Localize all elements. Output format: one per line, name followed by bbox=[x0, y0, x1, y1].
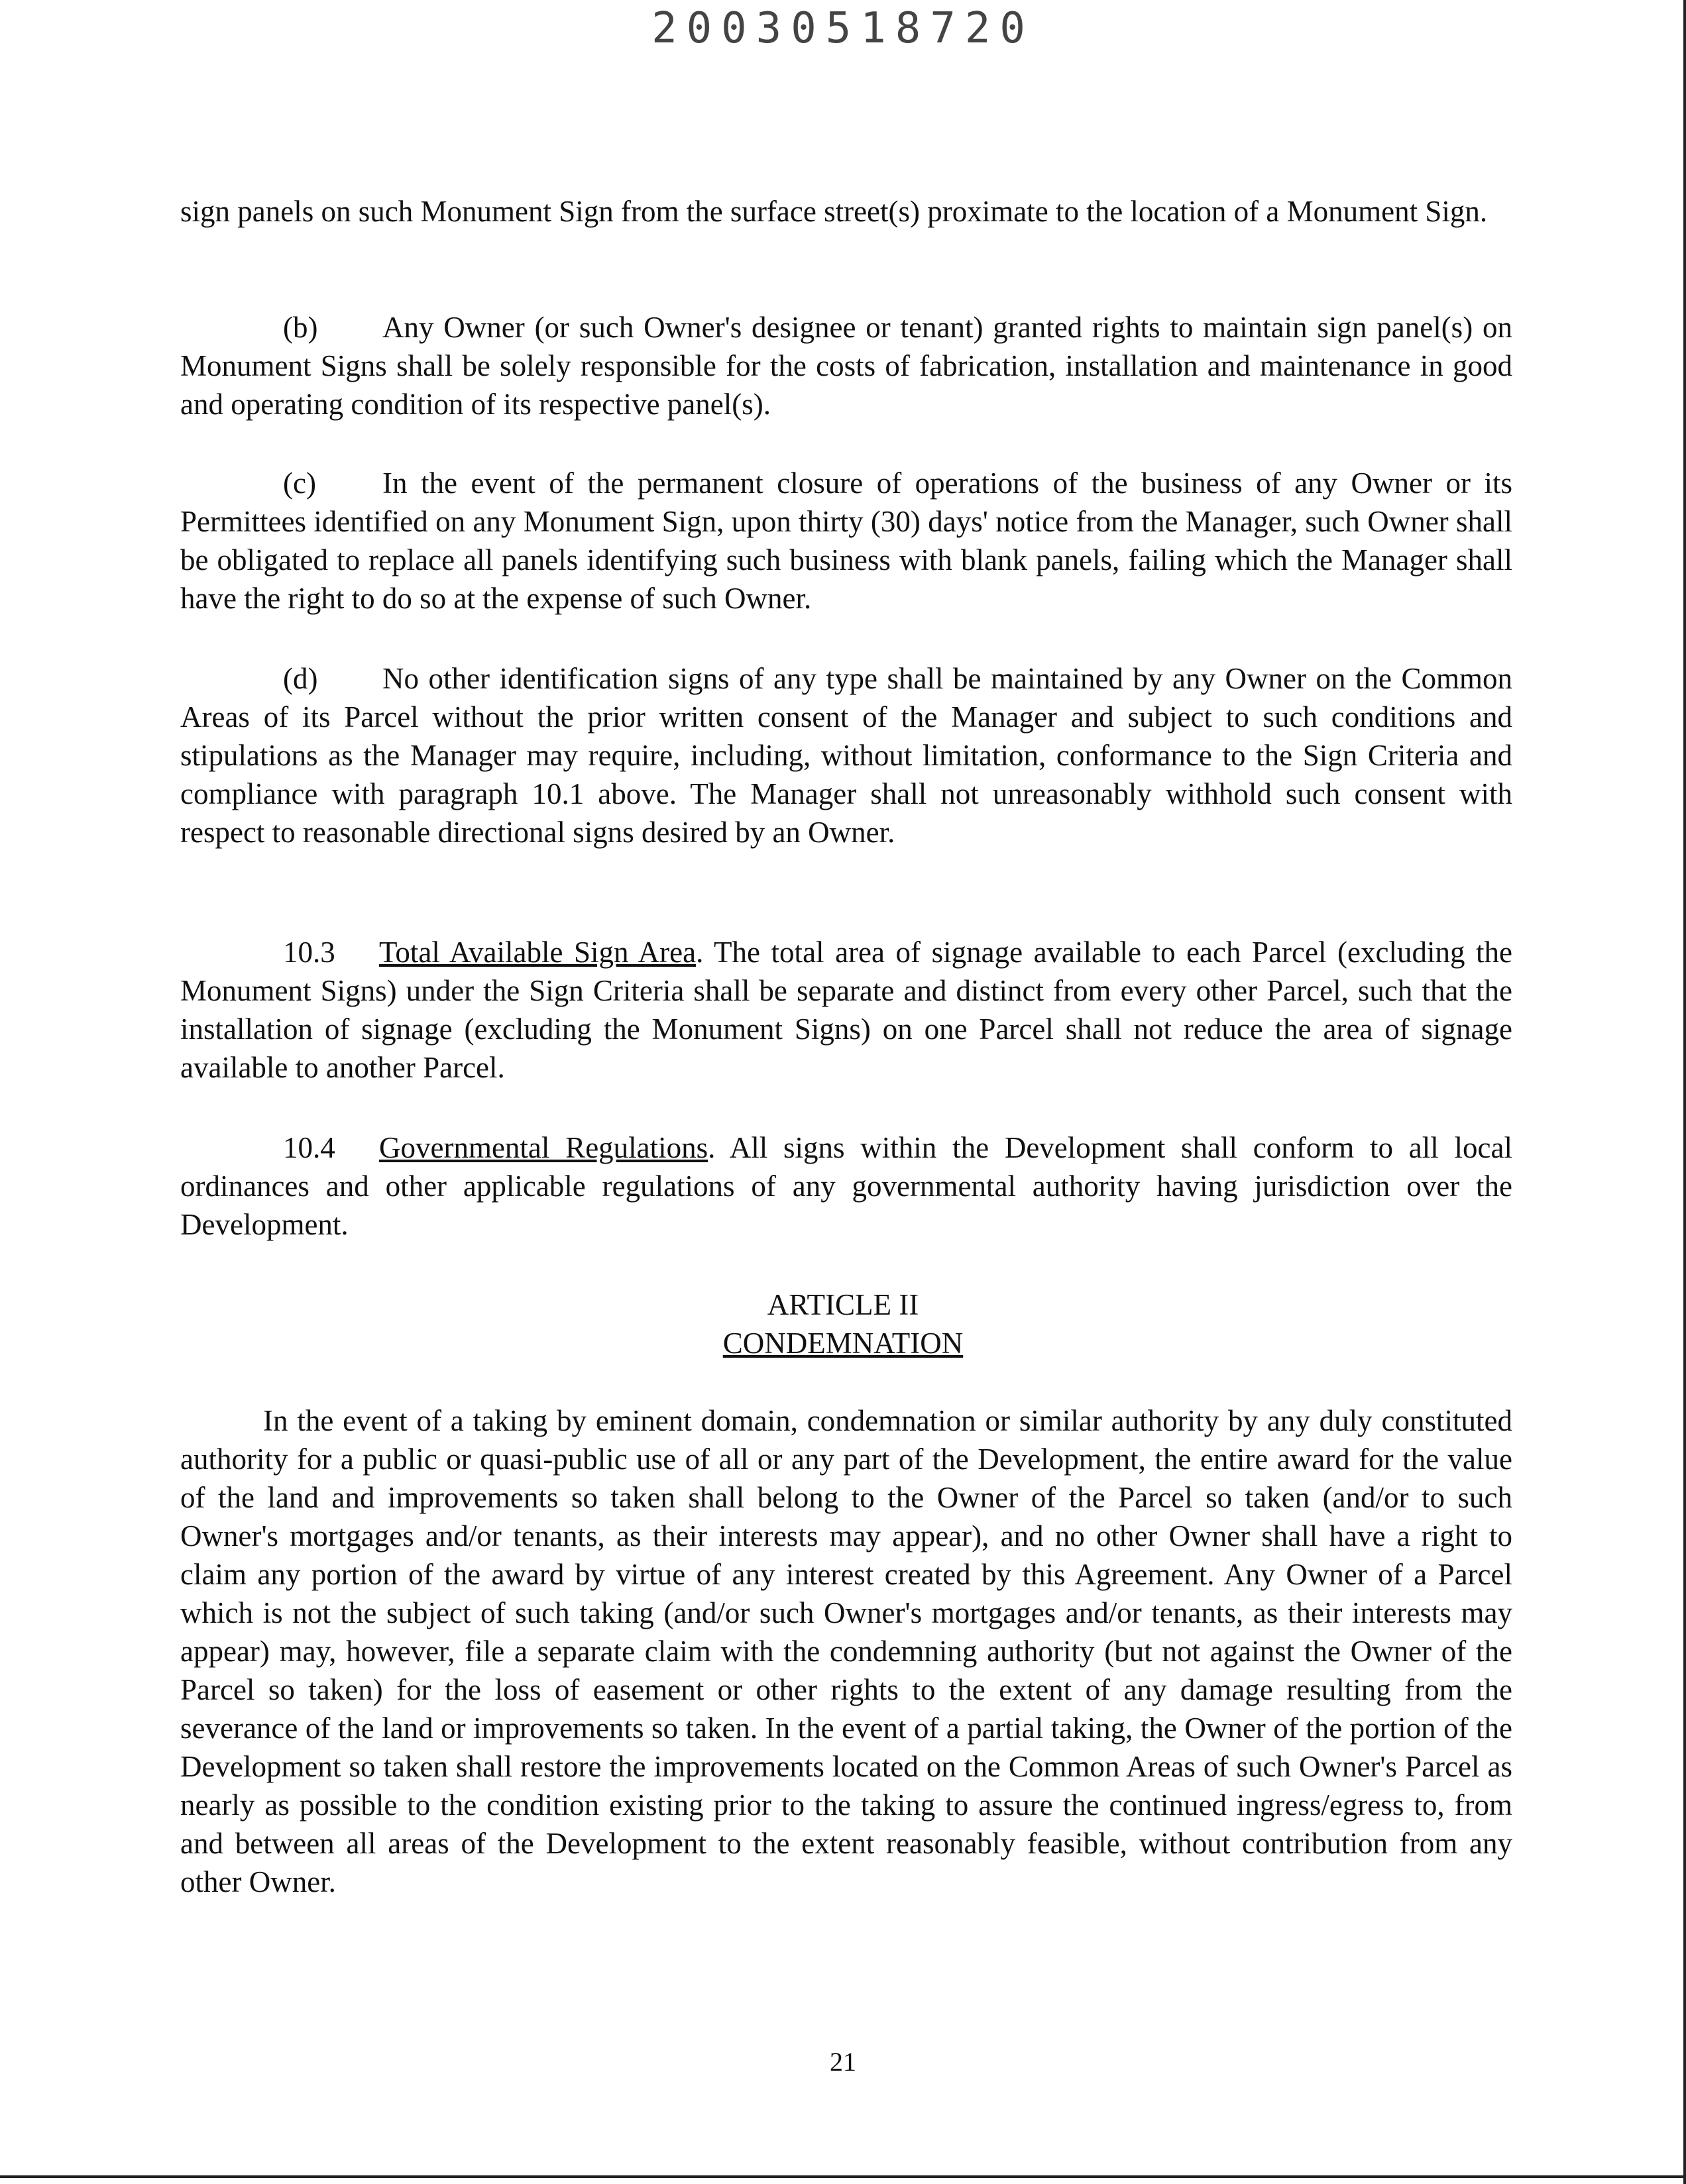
page-number: 21 bbox=[830, 2047, 856, 2077]
paragraph-d-label: (d) bbox=[283, 662, 318, 695]
condemnation-text: In the event of a taking by eminent domain, condemnation or similar authority by any duly constituted authority for a public or quasi-public use of all or any part of the Development, the entire award for the value of the land and improvements so taken shall belong to the Owner of the Parcel so taken (and/or to such Owner's mortgages and/or tenants, as their interests may appear), and no other Owner shall have a right to claim any portion of the award by virtue of any interest created by this Agreement. Any Owner of a Parcel which is not the subject of such taking (and/or such Owner's mortgages and/or tenants, as their interests may appear) may, however, file a separate claim with the condemning authority (but not against the Owner of the Parcel so taken) for the loss of easement or other rights to the extent of any damage resulting from the severance of the land or improvements so taken. In the event of a partial taking, the Owner of the portion of the Development so taken shall restore the improvements located on the Common Areas of such Owner's Parcel as nearly as possible to the condition existing prior to the taking to assure the continued ingress/egress to, from and between all areas of the Development to the extent reasonably feasible, without contribution from any other Owner. bbox=[180, 1404, 1512, 1898]
paragraph-c bbox=[180, 464, 1512, 618]
bottom-border-line bbox=[0, 2175, 1686, 2178]
section-10-3-text: . The total area of signage available to each Parcel (excluding the Monument Signs) under the Sign Criteria shall be separate and distinct from every other Parcel, such that the installation of signage (excluding the Monument Signs) on one Parcel shall not reduce the area of signage available to another Parcel. bbox=[180, 936, 1513, 1084]
article-number: ARTICLE II bbox=[767, 1288, 919, 1321]
section-10-3-heading: Total Available Sign Area bbox=[379, 936, 697, 969]
section-10-4-heading: Governmental Regulations bbox=[379, 1131, 708, 1164]
paragraph-c-text: In the event of the permanent closure of operations of the business of any Owner or its Permittees identified on any Monument Sign, upon thirty (30) days' notice from the Manager, such Owner shall be obligated to replace all panels identifying such business with blank panels, failing which the Manager shall have the right to do so at the expense of such Owner. bbox=[180, 466, 1512, 615]
paragraph-b bbox=[180, 308, 1512, 423]
paragraph-c-label: (c) bbox=[283, 466, 316, 500]
section-10-4-number: 10.4 bbox=[283, 1131, 335, 1164]
article-title bbox=[0, 1324, 1686, 1362]
carryover-text: sign panels on such Monument Sign from the surface street(s) proximate to the location of a Monument Sign. bbox=[180, 195, 1488, 228]
paragraph-d-text: No other identification signs of any type shall be maintained by any Owner on the Common Areas of its Parcel without the prior written consent of the Manager and subject to such conditions and stipulations as the Manager may require, including, without limitation, conformance to the Sign Criteria and compliance with paragraph 10.1 above. The Manager shall not unreasonably withhold such consent with respect to reasonable directional signs desired by an Owner. bbox=[180, 662, 1512, 849]
paragraph-b-text: Any Owner (or such Owner's designee or tenant) granted rights to maintain sign panel(s) on Monument Signs shall be solely responsible for the costs of fabrication, installation and maintenance in good and operating condition of its respective panel(s). bbox=[180, 311, 1512, 421]
paragraph-d bbox=[180, 659, 1512, 851]
carryover-paragraph bbox=[180, 192, 1512, 231]
condemnation-paragraph bbox=[180, 1401, 1512, 1901]
article-title-text: CONDEMNATION bbox=[722, 1327, 964, 1360]
right-border-line bbox=[1683, 0, 1686, 2184]
paragraph-b-label: (b) bbox=[283, 311, 318, 344]
section-10-3-number: 10.3 bbox=[283, 936, 335, 969]
section-10-3 bbox=[180, 933, 1512, 1087]
section-10-4-text: . All signs within the Development shall conform to all local ordinances and other applicable regulations of any governmental authority having jurisdiction over the Development. bbox=[180, 1131, 1512, 1241]
document-number: 20030518720 bbox=[651, 4, 1035, 53]
section-10-4 bbox=[180, 1128, 1512, 1244]
